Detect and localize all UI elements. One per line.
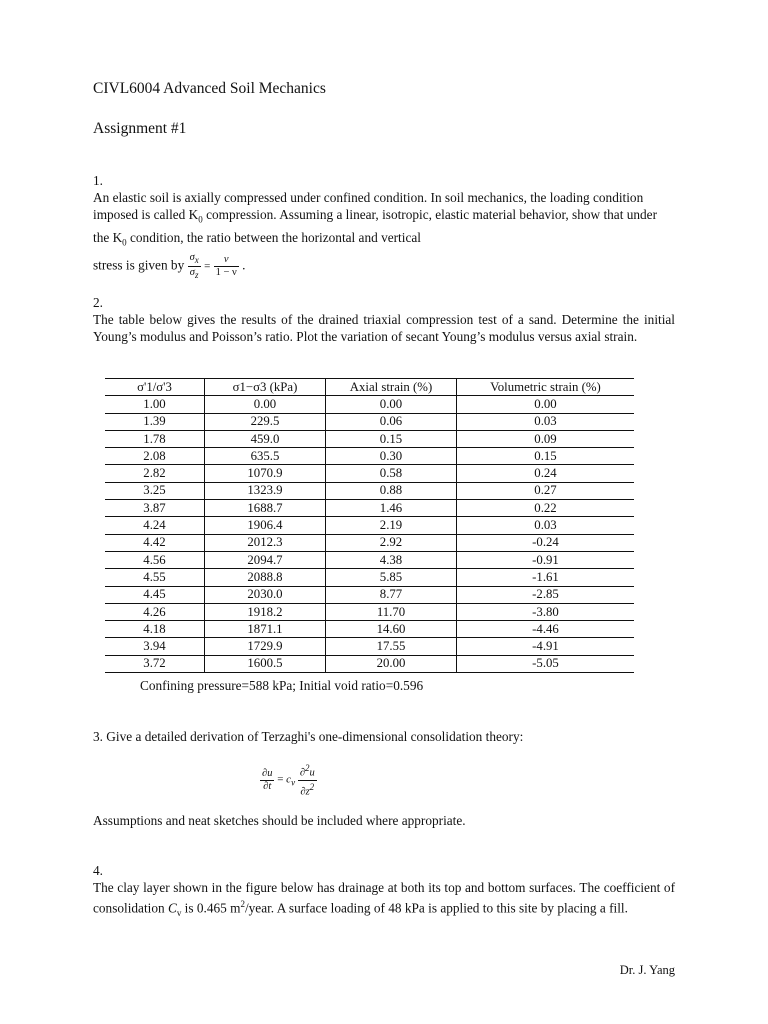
triaxial-results-table: [105, 378, 634, 673]
table-cell: -2.85: [457, 586, 635, 603]
table-cell: 3.25: [105, 482, 205, 499]
table-header: Axial strain (%): [326, 379, 457, 396]
table-cell: 0.03: [457, 413, 635, 430]
q2-number: 2.: [93, 295, 103, 310]
table-cell: 1.46: [326, 500, 457, 517]
table-cell: 0.00: [326, 396, 457, 413]
table-cell: 2012.3: [205, 534, 326, 551]
table-row: [105, 551, 634, 568]
table-cell: 4.56: [105, 551, 205, 568]
table-cell: 3.94: [105, 638, 205, 655]
table-cell: 20.00: [326, 655, 457, 672]
q2-text: The table below gives the results of the drained triaxial compression test of a sand. Determine the initial Young’s modulus and Poisson’s ratio. Plot the variation of secant Young’s modulus versus axial strain.: [93, 312, 675, 344]
table-cell: -0.24: [457, 534, 635, 551]
table-cell: 11.70: [326, 603, 457, 620]
table-cell: 1688.7: [205, 500, 326, 517]
question-2: [93, 294, 675, 345]
table-cell: 0.03: [457, 517, 635, 534]
q1-rhs-fraction: $\frac{\nu}{1 - \nu}$: [215, 254, 237, 279]
table-row: [105, 500, 634, 517]
table-cell: 0.88: [326, 482, 457, 499]
table-cell: 0.27: [457, 482, 635, 499]
q4-number: 4.: [93, 863, 103, 878]
table-cell: 0.24: [457, 465, 635, 482]
table-cell: 2088.8: [205, 569, 326, 586]
table-cell: 635.5: [205, 448, 326, 465]
table-cell: 2.08: [105, 448, 205, 465]
table-cell: 3.87: [105, 500, 205, 517]
table-row: [105, 413, 634, 430]
q1-stress-equation: stress is given by $\frac{\sigma_x}{\sigma_z}$ = $\frac{\nu}{1 - \nu}$ .: [93, 252, 246, 281]
table-row: [105, 534, 634, 551]
q4-text: The clay layer shown in the figure below has drainage at both its top and bottom surfaces. The coefficient of consolidation $C_v$ is 0.465 $m^2$/year. A surface loading of 48 kPa is applied to this site by placing a fill.: [93, 880, 675, 919]
table-cell: 0.15: [326, 430, 457, 447]
table-row: [105, 603, 634, 620]
table-cell: -3.80: [457, 603, 635, 620]
table-header: σ'1/σ'3: [105, 379, 205, 396]
table-row: [105, 448, 634, 465]
table-cell: 2.92: [326, 534, 457, 551]
table-cell: 1906.4: [205, 517, 326, 534]
table-cell: 0.22: [457, 500, 635, 517]
course-title: CIVL6004 Advanced Soil Mechanics: [93, 80, 326, 97]
table-cell: 0.58: [326, 465, 457, 482]
assignment-title: Assignment #1: [93, 120, 187, 137]
question-1: [93, 172, 675, 282]
table-row: [105, 482, 634, 499]
table-cell: 1.00: [105, 396, 205, 413]
q1-number: 1.: [93, 173, 103, 188]
table-cell: -0.91: [457, 551, 635, 568]
table-row: [105, 655, 634, 672]
table-cell: 4.24: [105, 517, 205, 534]
q3-note: Assumptions and neat sketches should be included where appropriate.: [93, 813, 466, 828]
question-4: [93, 862, 675, 922]
table-cell: 0.06: [326, 413, 457, 430]
q3-lhs-fraction: $\frac{\partial u}{\partial t}$: [262, 767, 273, 792]
table-cell: -4.46: [457, 621, 635, 638]
table-row: [105, 638, 634, 655]
table-row: [105, 396, 634, 413]
table-cell: 1600.5: [205, 655, 326, 672]
author-signature: Dr. J. Yang: [619, 963, 675, 977]
table-cell: 459.0: [205, 430, 326, 447]
consolidation-equation: $\frac{\partial u}{\partial t}$ = $c_v$ $\frac{\partial^2u}{\partial z^2}$: [262, 763, 315, 797]
table-cell: 4.55: [105, 569, 205, 586]
table-cell: 1.39: [105, 413, 205, 430]
table-footnote: Confining pressure=588 kPa; Initial void ratio=0.596: [140, 678, 424, 693]
q1-text: An elastic soil is axially compressed under confined condition. In soil mechanics, the loading condition imposed is called $K_0$ compression. Assuming a linear, isotropic, elastic material behavior, show that under the $K_0$ condition, the ratio between the horizontal and vertical: [93, 190, 657, 248]
table-header: σ1−σ3 (kPa): [205, 379, 326, 396]
table-row: [105, 430, 634, 447]
table-row: [105, 569, 634, 586]
table-cell: 1729.9: [205, 638, 326, 655]
table-cell: 0.00: [205, 396, 326, 413]
table-row: [105, 621, 634, 638]
table-cell: 2030.0: [205, 586, 326, 603]
table-cell: 1871.1: [205, 621, 326, 638]
table-header-row: [105, 379, 634, 396]
table-cell: 17.55: [326, 638, 457, 655]
q3-text: 3. Give a detailed derivation of Terzaghi's one-dimensional consolidation theory:: [93, 729, 524, 744]
table-cell: 2.82: [105, 465, 205, 482]
table-cell: 0.15: [457, 448, 635, 465]
table-cell: -5.05: [457, 655, 635, 672]
table-cell: -1.61: [457, 569, 635, 586]
table-cell: 0.30: [326, 448, 457, 465]
table-cell: 4.45: [105, 586, 205, 603]
table-row: [105, 586, 634, 603]
q3-rhs-fraction: $\frac{\partial^2u}{\partial z^2}$: [299, 763, 315, 797]
table-cell: 1918.2: [205, 603, 326, 620]
table-cell: 1.78: [105, 430, 205, 447]
table-header: Volumetric strain (%): [457, 379, 635, 396]
table-cell: 3.72: [105, 655, 205, 672]
table-row: [105, 517, 634, 534]
table-cell: 4.26: [105, 603, 205, 620]
q1-lhs-fraction: $\frac{\sigma_x}{\sigma_z}$: [189, 252, 199, 281]
table-cell: 1070.9: [205, 465, 326, 482]
table-cell: 4.42: [105, 534, 205, 551]
table-cell: 2094.7: [205, 551, 326, 568]
table-cell: 5.85: [326, 569, 457, 586]
table-cell: 4.18: [105, 621, 205, 638]
table-cell: 0.09: [457, 430, 635, 447]
table-cell: 4.38: [326, 551, 457, 568]
table-cell: 2.19: [326, 517, 457, 534]
table-row: [105, 465, 634, 482]
table-cell: 8.77: [326, 586, 457, 603]
table-cell: -4.91: [457, 638, 635, 655]
table-cell: 1323.9: [205, 482, 326, 499]
table-cell: 0.00: [457, 396, 635, 413]
table-cell: 14.60: [326, 621, 457, 638]
table-cell: 229.5: [205, 413, 326, 430]
